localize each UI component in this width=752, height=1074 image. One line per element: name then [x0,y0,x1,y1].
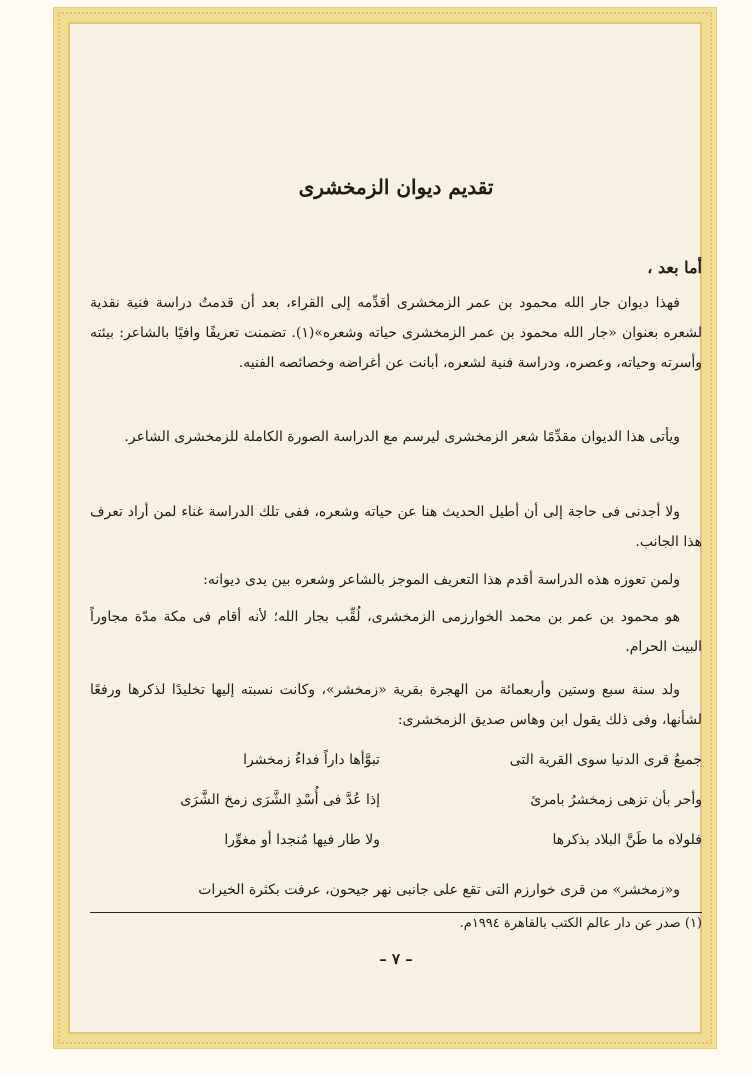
paragraph-3: ولا أجدنى فى حاجة إلى أن أطيل الحديث هنا عن حياته وشعره، ففى تلك الدراسة غناء لمن أراد تعرف هذا الجانب. [90,504,702,550]
paragraph-4: ولمن تعوزه هذه الدراسة أقدم هذا التعريف الموجز بالشاعر وشعره بين يدى ديوانه: [203,572,680,588]
page-number: – ٧ – [379,950,413,968]
verse-first-hemistich: جميعُ قرى الدنيا سوى القرية التى [509,752,702,768]
verse-line [90,825,702,855]
paragraph-1: فهذا ديوان جار الله محمود بن عمر الزمخشرى أقدِّمه إلى القراء، بعد أن قدمتُ دراسة فنية نقدية لشعره بعنوان «جار الله محمود بن عمر الزمخشرى حياته وشعره»(١). تضمنت تعريفًا وافيًا بالشاعر: بيئته وأسرته وحياته، وعصره، ودراسة فنية لشعره، أبانت عن أغراضه وخصائصه الفنيه. [90,295,702,371]
footnote: (١) صدر عن دار عالم الكتب بالقاهرة ١٩٩٤م. [459,916,702,931]
footnote-divider [90,912,702,913]
document-page [90,160,702,1010]
paragraph-5: هو محمود بن عمر بن محمد الخوارزمى الزمخشرى، لُقِّب بجار الله؛ لأنه أقام فى مكة مدّة مجاوراً البيت الحرام. [90,609,702,655]
verse-first-hemistich: فلولاه ما طَنَّ البلاد بذكرها [552,832,702,848]
verse-first-hemistich: وأحر بأن تزهى زمخشرُ بامرئ [530,792,702,808]
verse-second-hemistich: ولا طار فيها مُنجدا أو مغوِّرا [224,832,380,848]
section-heading: أما بعد ، [647,258,702,277]
verse-second-hemistich: إذا عُدَّ فى أُسْدِ الشَّرَى زمخ الشَّرَى [180,792,380,808]
paragraph-2: ويأتى هذا الديوان مقدِّمًا شعر الزمخشرى ليرسم مع الدراسة الصورة الكاملة للزمخشرى الشاعر. [124,429,680,445]
verse-line [90,785,702,815]
closing-paragraph: و«زمخشر» من قرى خوارزم التى تقع على جانبى نهر جيحون، عرفت بكثرة الخيرات [198,882,680,898]
paragraph-6: ولد سنة سبع وستين وأربعمائة من الهجرة بقرية «زمخشر»، وكانت نسبته إليها تخليدًا لذكرها ورفعًا لشأنها، وفى ذلك يقول ابن وهاس صديق الزمخشرى: [90,682,702,728]
verse-second-hemistich: تبوَّأها داراً فداءُ زمخشرا [243,752,380,768]
document-title: تقديم ديوان الزمخشرى [298,175,494,199]
verse-line [90,745,702,775]
